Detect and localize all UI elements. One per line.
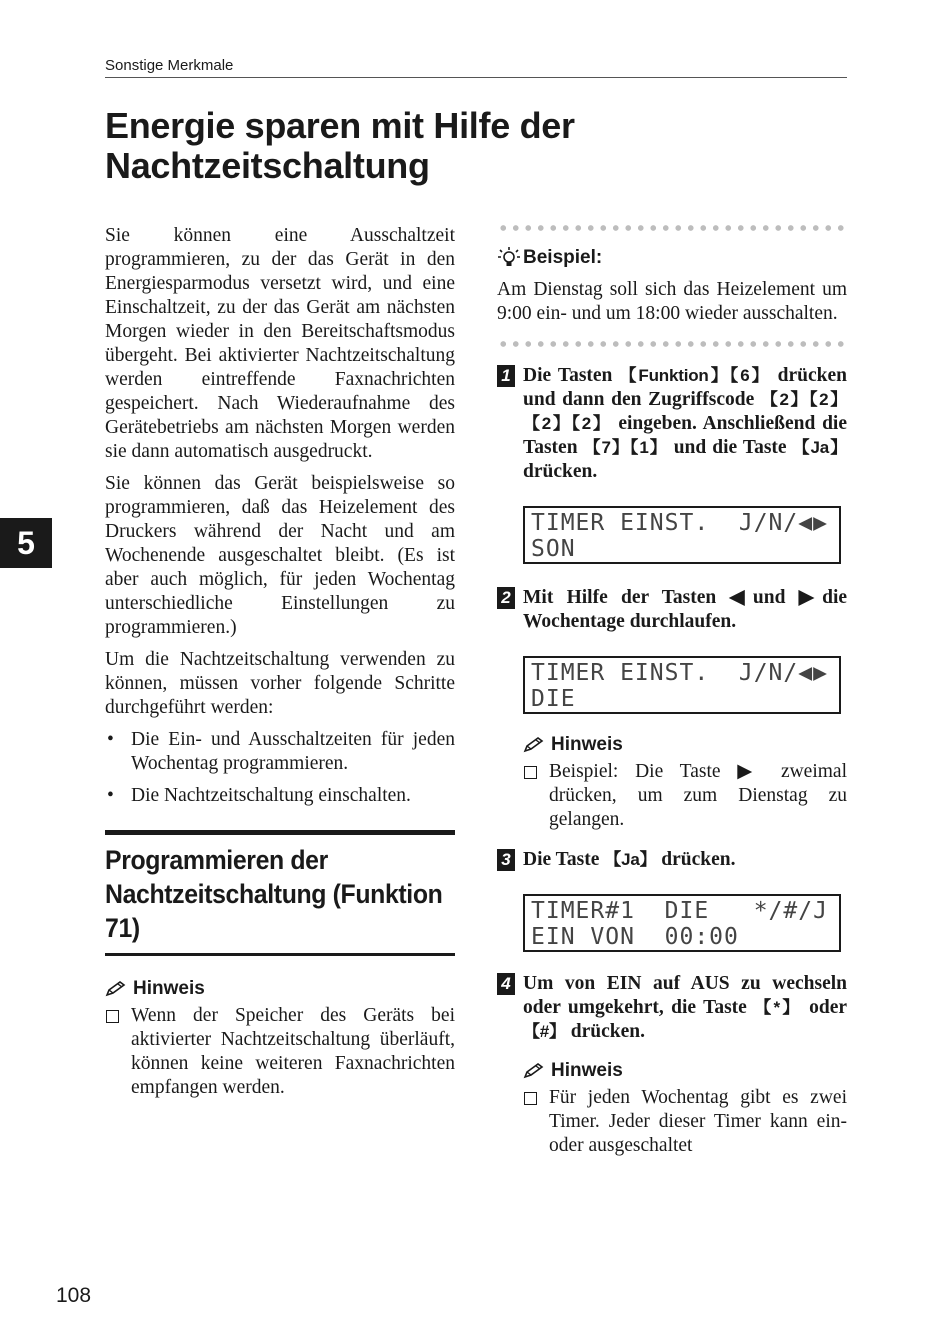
note-heading: Hinweis [523, 734, 847, 756]
note-item: Für jeden Wochentag gibt es zwei Timer. Jeder dieser Timer kann ein- oder ausgeschaltet [523, 1086, 847, 1158]
left-column [105, 224, 455, 1100]
key-label: 【*】 [754, 998, 802, 1017]
section-rule-bottom [105, 953, 455, 956]
pencil-icon [523, 737, 545, 753]
note-heading: Hinweis [105, 978, 455, 1000]
dotted-rule [497, 224, 847, 232]
checkbox-icon [106, 1010, 119, 1023]
step-1: 1 Die Tasten 【Funktion】【6】 drücken und dann den Zugriffscode 【2】【2】【2】【2】 eingeben. Anschließend die Tasten 【7】【1】 und die Taste 【Ja】 drücken. [497, 364, 847, 484]
step-3: 3 Die Taste 【Ja】 drücken. [497, 848, 847, 872]
key-label: 【7】【1】 [583, 438, 668, 457]
step-4: 4 Um von EIN auf AUS zu wechseln oder umgekehrt, die Taste 【*】 oder 【#】 drücken. [497, 972, 847, 1044]
header-rule [105, 77, 847, 78]
example-paragraph: Sie können das Gerät beispielsweise so programmieren, daß das Heizelement des Druckers während der Nacht und am Wochenende ausgeschaltet bleibt. (Es ist aber auch möglich, für jeden Wochentag unterschiedliche Einstellungen zu programmieren.) [105, 473, 455, 638]
left-arrow-icon: ◀ [729, 587, 753, 608]
intro-paragraph: Sie können eine Ausschaltzeit programmieren, zu der das Gerät in den Energiesparmodus versetzt wird, und eine Einschaltzeit, zu der das Gerät am nächsten Morgen wieder in den Bereitschaftsmodus übergeht. Bei aktivierter Nachtzeitschaltung werden eintreffende Faxnachrichten gespeichert. Nach Wiederaufnahme des Gerätebetriebs am nächsten Morgen werden sie dann automatisch ausgedruckt. [105, 225, 455, 462]
page-number: 108 [56, 1284, 92, 1307]
example-heading: Beispiel: [497, 246, 847, 270]
right-arrow-icon: ▶ [798, 587, 823, 608]
key-label: 【2】【2】【2】【2】 [523, 390, 847, 433]
step-number: 4 [497, 973, 515, 995]
right-arrow-icon: ▶ [737, 761, 765, 782]
running-header: Sonstige Merkmale [105, 57, 234, 74]
example-text: Am Dienstag soll sich das Heizelement um 9:00 ein- und um 18:00 wieder ausschalten. [497, 279, 847, 324]
list-item: • Die Ein- und Ausschaltzeiten für jeden Wochentag programmieren. [107, 729, 455, 774]
key-label: 【Ja】 [792, 438, 847, 457]
right-column [497, 224, 847, 1158]
checkbox-icon [524, 1092, 537, 1105]
step-number: 1 [497, 365, 515, 387]
checkbox-icon [524, 766, 537, 779]
pencil-icon [523, 1063, 545, 1079]
section-title: Programmieren der Nachtzeitschaltung (Funktion 71) [105, 845, 443, 943]
page-title [105, 106, 805, 186]
lightbulb-icon [497, 246, 521, 270]
list-item: • Die Nachtzeitschaltung einschalten. [107, 785, 411, 806]
key-label: 【Ja】 [604, 850, 657, 869]
key-label: 【#】 [523, 1022, 566, 1041]
prerequisite-list [105, 728, 455, 808]
page-title-line1: Energie sparen mit Hilfe der [105, 105, 575, 146]
lcd-display: TIMER#1 DIE */#/J EIN VON 00:00 [523, 894, 841, 952]
step-2: 2 Mit Hilfe der Tasten ◀und ▶die Wochentage durchlaufen. [497, 586, 847, 634]
step-number: 3 [497, 849, 515, 871]
chapter-tab: 5 [0, 518, 52, 568]
lcd-display: TIMER EINST. J/N/◀▶ DIE [523, 656, 841, 714]
note-item: Beispiel: Die Taste ▶ zweimal drücken, um zum Dienstag zu gelangen. [523, 760, 847, 832]
page-title-line2: Nachtzeitschaltung [105, 145, 430, 186]
step-number: 2 [497, 587, 515, 609]
pencil-icon [105, 981, 127, 997]
prerequisite-paragraph: Um die Nachtzeitschaltung verwenden zu können, müssen vorher folgende Schritte durchgeführt werden: [105, 649, 455, 718]
section-rule-top [105, 830, 455, 835]
lcd-display: TIMER EINST. J/N/◀▶ SON [523, 506, 841, 564]
dotted-rule [497, 340, 847, 348]
note-heading: Hinweis [523, 1060, 847, 1082]
key-label: 【Funktion】【6】 [619, 366, 771, 385]
note-item: Wenn der Speicher des Geräts bei aktivierter Nachtzeitschaltung überläuft, können keine weiteren Faxnachrichten empfangen werden. [105, 1004, 455, 1100]
